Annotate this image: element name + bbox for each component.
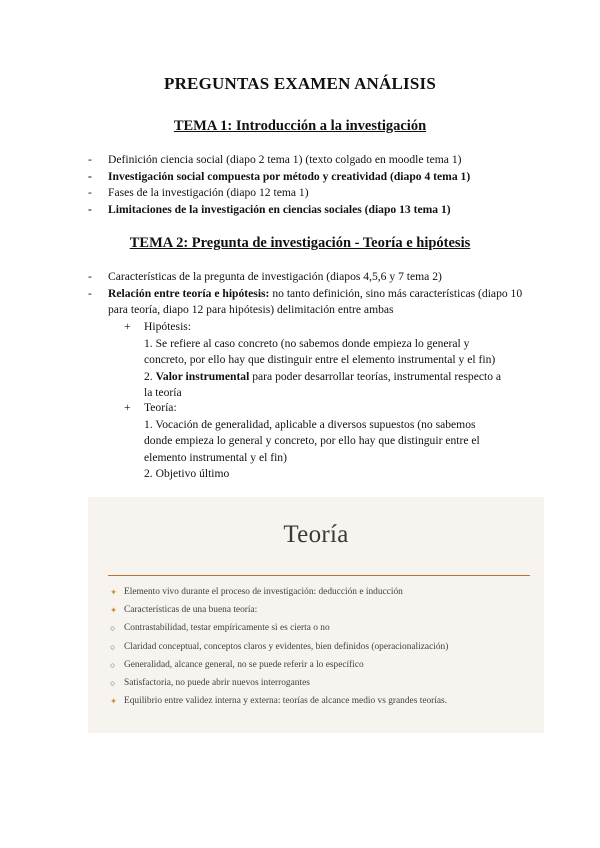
- page-title: PREGUNTAS EXAMEN ANÁLISIS: [163, 74, 436, 93]
- star-bullet-icon: ✦: [110, 696, 118, 707]
- list-item: - Fases de la investigación (diapo 12 tema 1): [88, 186, 309, 199]
- slide-list-item: ✦ Características de una buena teoría:: [110, 601, 530, 619]
- slide-list-item: ○ Satisfactoria, no puede abrir nuevos interrogantes: [110, 674, 530, 692]
- star-bullet-icon: ✦: [110, 605, 118, 616]
- slide-divider: [108, 575, 530, 576]
- slide-title: Teoría: [283, 521, 349, 548]
- circle-bullet-icon: ○: [110, 678, 116, 689]
- tema2-heading: TEMA 2: Pregunta de investigación - Teoría e hipótesis: [129, 235, 471, 251]
- teoria-point-1: 1. Vocación de generalidad, aplicable a diversos supuestos (no sabemos donde empieza lo general y concreto, por ello hay que distinguir entre el elemento instrumental y el fin): [144, 417, 480, 464]
- slide-image: [88, 497, 544, 733]
- slide-list-item: ✦ Elemento vivo durante el proceso de investigación: deducción e inducción: [110, 583, 530, 601]
- tema1-list: [88, 152, 528, 218]
- plus-icon: +: [124, 401, 131, 414]
- list-item: - Investigación social compuesta por método y creatividad (diapo 4 tema 1): [88, 169, 471, 183]
- circle-bullet-icon: ○: [110, 641, 116, 652]
- circle-bullet-icon: ○: [110, 659, 116, 670]
- tema2-list: [88, 269, 528, 319]
- hipotesis-block: [124, 319, 504, 402]
- teoria-point-2: 2. Objetivo último: [144, 467, 230, 480]
- slide-list-item: ○ Claridad conceptual, conceptos claros y evidentes, bien definidos (operacionalización): [110, 638, 530, 656]
- plus-icon: +: [124, 320, 131, 333]
- slide-list-item: ✦ Equilibrio entre validez interna y externa: teorías de alcance medio vs grandes teorías.: [110, 692, 530, 710]
- list-item: - Limitaciones de la investigación en ciencias sociales (diapo 13 tema 1): [88, 202, 451, 216]
- teoria-block: [124, 400, 504, 483]
- list-item: - Definición ciencia social (diapo 2 tema 1) (texto colgado en moodle tema 1): [88, 153, 462, 166]
- slide-list-item: ○ Contrastabilidad, testar empíricamente si es cierta o no: [110, 619, 530, 637]
- star-bullet-icon: ✦: [110, 587, 118, 597]
- slide-list: [110, 583, 530, 710]
- list-item: - Características de la pregunta de investigación (diapos 4,5,6 y 7 tema 2): [88, 270, 442, 283]
- circle-bullet-icon: ○: [110, 623, 116, 634]
- slide-list-item: ○ Generalidad, alcance general, no se puede referir a lo específico: [110, 656, 530, 674]
- hipotesis-point-1: 1. Se refiere al caso concreto (no sabemos donde empieza lo general y concreto, por ello hay que distinguir entre el elemento instrumental y el fin): [144, 336, 496, 366]
- hipotesis-label: Hipótesis:: [144, 320, 192, 333]
- tema1-heading: TEMA 1: Introducción a la investigación: [173, 118, 427, 134]
- list-item: - Relación entre teoría e hipótesis: no tanto definición, sino más características (diapo 10 para teoría, diapo 12 para hipótesis) delimitación entre ambas: [88, 286, 523, 316]
- teoria-label: Teoría:: [144, 401, 177, 414]
- hipotesis-point-2: 2. Valor instrumental para poder desarrollar teorías, instrumental respecto a la teoría: [144, 369, 502, 399]
